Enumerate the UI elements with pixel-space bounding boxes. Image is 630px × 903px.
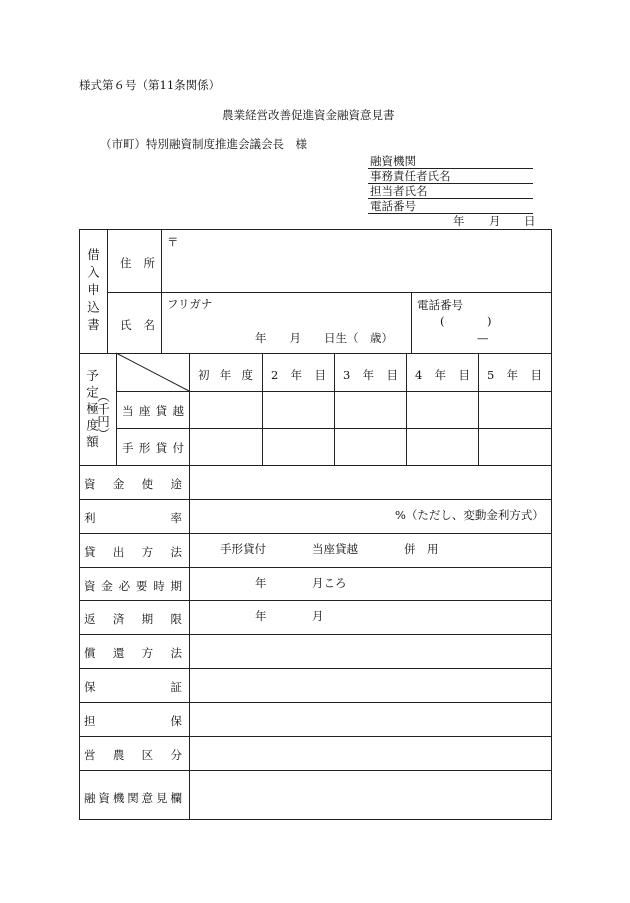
label-char: 欄 (170, 791, 182, 805)
fund-timing-month: 月ころ (312, 576, 347, 590)
furigana-label: フリガナ (167, 297, 213, 311)
row-label-interest (84, 510, 182, 526)
label-char: 度 (241, 368, 253, 382)
name-field[interactable] (162, 312, 410, 330)
label-char: 担 (84, 714, 96, 728)
collateral-field[interactable] (190, 703, 550, 735)
label-char: 年 (434, 368, 447, 382)
phone-paren-open: ( (440, 314, 445, 328)
label-char: 氏 (120, 318, 132, 332)
label-char: 年 (506, 368, 519, 382)
label-char: 見 (156, 791, 168, 805)
interest-note: %（ただし、変動金利方式） (395, 508, 544, 522)
loan-method-combined[interactable]: 併 用 (404, 542, 439, 556)
farming-category-field[interactable] (190, 737, 550, 769)
header-field-institution: 融資機関 (370, 154, 416, 168)
label-char: 方 (141, 545, 154, 559)
label-char: 必 (118, 579, 131, 593)
bill-loan-label (122, 440, 184, 456)
label-char: 証 (170, 680, 182, 694)
phone-label: 電話番号 (417, 298, 463, 312)
label-char: 住 (120, 256, 132, 270)
year-header-1 (198, 367, 253, 383)
label-char: 使 (141, 477, 154, 491)
label-char: 還 (112, 646, 125, 660)
label-char: 4 (415, 368, 423, 382)
label-char: 貸 (155, 404, 168, 418)
deadline-month: 月 (312, 609, 324, 623)
repayment-method-field[interactable] (190, 635, 550, 667)
label-char: 関 (127, 791, 139, 805)
loan-method-bill[interactable]: 手形貸付 (220, 542, 266, 556)
date-month: 月 (489, 214, 501, 228)
addressee: （市町）特別融資制度推進会議会長 様 (100, 137, 307, 151)
label-char: 保 (170, 714, 182, 728)
row-label-repayment-method (84, 645, 182, 661)
row-label-guarantee (84, 679, 182, 695)
limit-unit-label: （千円） (95, 390, 111, 440)
birth-date-line: 年 月 日生（ 歳） (255, 331, 393, 345)
label-char: 法 (170, 545, 182, 559)
label-char: 利 (84, 511, 96, 525)
label-char: 済 (112, 612, 125, 626)
label-char: 資 (84, 477, 96, 491)
label-char: 越 (172, 404, 184, 418)
date-year: 年 (453, 214, 465, 228)
row-label-loan-method (84, 544, 182, 560)
label-char: 手 (122, 441, 134, 455)
label-char: 方 (141, 646, 154, 660)
label-char: 資 (98, 791, 110, 805)
row-label-fund-use (84, 476, 182, 492)
address-label (120, 255, 155, 271)
label-char: 期 (170, 579, 182, 593)
label-char: 当 (122, 404, 134, 418)
label-char: 年 (290, 368, 303, 382)
label-char: 5 (487, 368, 495, 382)
phone-dash: — (477, 331, 489, 345)
deadline-year: 年 (255, 609, 267, 623)
label-char: 名 (143, 318, 155, 332)
year-header-5 (487, 367, 542, 383)
header-field-phone: 電話番号 (370, 199, 416, 213)
overdraft-label (122, 403, 184, 419)
phone-paren-close: ) (487, 314, 492, 328)
page-title: 農業経営改善促進資金融資意見書 (222, 108, 395, 122)
label-char: 貸 (155, 441, 168, 455)
label-char: 区 (141, 748, 154, 762)
label-char: 限 (170, 612, 182, 626)
name-label (120, 317, 155, 333)
postal-mark: 〒 (167, 235, 179, 249)
label-char: 率 (170, 511, 182, 525)
label-char: 融 (84, 791, 96, 805)
label-char: 意 (141, 791, 154, 805)
row-label-repayment-deadline (84, 611, 182, 627)
label-char: 要 (135, 579, 148, 593)
row-label-bank-opinion (84, 790, 182, 806)
label-char: 2 (271, 368, 279, 382)
label-char: 3 (343, 368, 351, 382)
form-number: 様式第６号（第11条関係） (79, 78, 221, 92)
label-char: 年 (219, 368, 232, 382)
loan-method-overdraft[interactable]: 当座貸越 (312, 542, 358, 556)
label-char: 所 (143, 256, 155, 270)
label-char: 座 (138, 404, 151, 418)
label-char: 形 (138, 441, 151, 455)
label-char: 返 (84, 612, 96, 626)
label-char: 法 (170, 646, 182, 660)
label-char: 貸 (84, 545, 96, 559)
label-char: 機 (112, 791, 125, 805)
limit-section-label: 予定極度額 (84, 369, 100, 452)
label-char: 年 (362, 368, 375, 382)
fund-use-field[interactable] (190, 466, 550, 498)
year-header-3 (343, 367, 398, 383)
row-label-fund-timing (84, 578, 182, 594)
label-char: 営 (84, 748, 96, 762)
label-char: 途 (170, 477, 182, 491)
label-char: 目 (458, 368, 470, 382)
label-char: 金 (112, 477, 125, 491)
bank-opinion-field[interactable] (190, 771, 550, 818)
guarantee-field[interactable] (190, 669, 550, 701)
label-char: 時 (153, 579, 165, 593)
header-field-staff: 担当者氏名 (370, 184, 428, 198)
label-char: 目 (530, 368, 542, 382)
row-label-collateral (84, 713, 182, 729)
label-char: 償 (84, 646, 96, 660)
label-char: 保 (84, 680, 96, 694)
label-char: 出 (112, 545, 125, 559)
row-label-farming-category (84, 747, 182, 763)
label-char: 分 (170, 748, 182, 762)
phone-field[interactable] (446, 314, 484, 328)
fund-timing-year: 年 (255, 576, 267, 590)
label-char: 期 (141, 612, 154, 626)
label-char: 目 (386, 368, 398, 382)
address-field[interactable] (162, 230, 550, 291)
label-char: 資 (84, 579, 96, 593)
label-char: 金 (101, 579, 113, 593)
label-char: 付 (172, 441, 184, 455)
applicant-section-label: 借入申込書 (85, 248, 101, 336)
year-header-4 (415, 367, 470, 383)
label-char: 初 (198, 368, 210, 382)
label-char: 目 (314, 368, 326, 382)
header-field-manager: 事務責任者氏名 (370, 169, 451, 183)
label-char: 農 (112, 748, 125, 762)
year-header-2 (271, 367, 326, 383)
date-day: 日 (524, 214, 536, 228)
